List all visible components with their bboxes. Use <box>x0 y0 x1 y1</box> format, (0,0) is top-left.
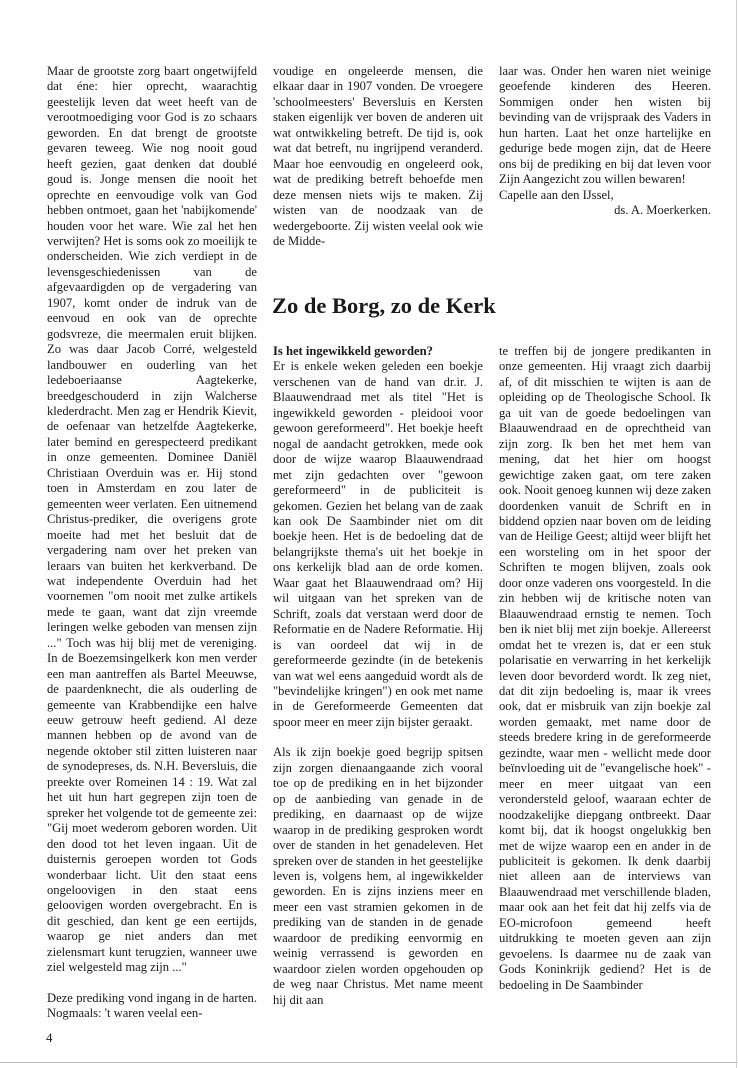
paragraph: laar was. Onder hen waren niet weinige geoefende kinderen des Heeren. Sommigen onder hen wisten bij bevinding van de vrijspraak des Vaders in hun harten. Laat het onze hartelijke en gedurige bede mogen zijn, dat de Heere ons bij de prediking en bij dat leven voor Zijn Aangezicht zou willen bewaren! <box>499 64 711 187</box>
signoff-place: Capelle aan den IJssel, <box>499 187 614 202</box>
column-3-top <box>499 64 711 274</box>
article-subheading: Is het ingewikkeld geworden? <box>273 344 433 358</box>
article-title: Zo de Borg, zo de Kerk <box>272 293 496 318</box>
paragraph: Als ik zijn boekje goed begrijp spitsen zijn zorgen dienaangaande zich vooral toe op de prediking en in het bijzonder op de aanbieding van genade in de prediking, en daarnaast op de wijze waarop in de prediking gesproken wordt over de standen in het genadeleven. Het spreken over de standen in het geestelijke leven is, volgens hem, al ingewikkelder geworden. En is zijns inziens meer en meer een vast stramien gekomen in de prediking van de standen in de genade waardoor de prediking eenvormig en weinig verrassend is geworden en waardoor zielen worden opgehouden op de weg naar Christus. Met name meent hij dit aan <box>273 745 483 1007</box>
right-edge-rule <box>736 0 737 1068</box>
column-2-article <box>273 344 483 1050</box>
paragraph: te treffen bij de jongere predikanten in onze gemeenten. Hij vraagt zich daarbij af, of dit misschien te wijten is aan de opleiding op de Theologische School. Ik ga uit van de goede bedoelingen van Blaauwendraad en de oprechtheid van zijn zorg. Ik ben het met hem van mening, dat het hier om hoogst gewichtige zaken gaat, om tere zaken ook. Nooit genoeg kunnen wij deze zaken doordenken vanuit de Schrift en in biddend opzien naar boven om de leiding van de Heilige Geest; altijd weer blijft het een worsteling om in het spoor der Schriften te mogen blijven, zoals ook door onze vaderen ons voorgesteld. In die zin hebben wij de kritische noten van Blaauwendraad ernstig te nemen. Toch ben ik niet blij met zijn boekje. Allereerst omdat het te vrezen is, dat er een stuk polarisatie en verwarring in het kerkelijk leven door bevorderd wordt. Ik zeg niet, dat dit zijn bedoeling is, maar ik vrees ook, dat er misbruik van zijn boekje zal worden gemaakt, met name door de steeds bredere kring in de gereformeerde gezindte, waar men - wellicht mede door beïnvloeding uit de "evangelische hoek" - meer en meer uitgaat van een verondersteld geloof, waaraan echter de noodzakelijke diepgang ontbreekt. Daar komt bij, dat ik hoogst ongelukkig ben met de wijze waarop een en ander in de publiciteit is gekomen. Ik denk daarbij niet alleen aan de interviews van Blaauwendraad met verschillende bladen, maar ook aan het feit dat hij zelfs via de EO-microfoon gemeend heeft uitdrukking te moeten geven aan zijn gevoelens. Is daarmee nu de zaak van Gods Koninkrijk gediend? Het is de bedoeling in De Saambinder <box>499 344 711 992</box>
paragraph: voudige en ongeleerde mensen, die elkaar daar in 1907 vonden. De vroegere 'schoolmeesters' Beversluis en Kersten staken eigenlijk ver boven de anderen uit wat ontwikkeling betreft. De tijd is, ook wat dat betreft, nu ingrijpend veranderd. Maar hoe eenvoudig en ongeleerd ook, wat de prediking betreft behoefde men deze mensen niets wijs te maken. Zij wisten van de noodzaak van de wedergeboorte. Zij wisten veelal ook wie de Midde- <box>273 64 483 248</box>
column-1 <box>47 64 257 1036</box>
page-number: 4 <box>46 1030 53 1045</box>
bottom-rule <box>0 1062 738 1063</box>
column-2-top <box>273 64 483 274</box>
paragraph: Deze prediking vond ingang in de harten. Nogmaals: 't waren veelal een- <box>47 990 257 1021</box>
paragraph: Maar de grootste zorg baart ongetwijfeld dat éne: hier oprecht, waarachtig geestelijk leven dat weet heeft van de verootmoediging voor God is zo schaars geworden. En dat brengt de grootste gevaren teweeg. Wie nog nooit goud heeft gezien, gaat denken dat doublé goud is. Jonge mensen die nooit het oprechte en eenvoudige volk van God hebben ontmoet, gaan het 'nabijkomende' houden voor het ware. Wie zal het hen verwijten? Het is soms ook zo moeilijk te onderscheiden. Wie zich verdiept in de levensgeschiedenissen van de afgevaardigden op de vergadering van 1907, komt onder de indruk van de eenvoud en ook van de oprechte godsvreze, die meermalen eruit blijken. Zo was daar Jacob Corré, welgesteld landbouwer en ouderling van het ledeboeriaanse Aagtekerke, breedgeschouderd in zijn Walcherse klederdracht. Men zag er Hendrik Kievit, de oefenaar van hetzelfde Aagtekerke, later bemind en gerespecteerd predikant in onze gemeenten. Dominee Daniël Christiaan Overduin was er. Hij stond toen in Amsterdam en zou later de gemeenten weer verlaten. Een uitnemend Christus-prediker, die overigens grote moeite had met het besluit dat de vergadering nam over het preken van leraars van buiten het kerkverband. De wat independente Overduin had het voornemen "om nooit met zulke artikels mede te gaan, want dat zijn vreemde leringen welke geboden van mensen zijn ..." Toch was hij blij met de vereniging. In de Boezemsingelkerk kon men verder een man aantreffen als Bartel Meeuwse, de paardenknecht, die als ouderling de gemeente van Krabbendijke een halve eeuw getrouw heeft gediend. Al deze mannen hebben op de avond van de negende oktober stil zitten luisteren naar de synodepreses, ds. N.H. Beversluis, die preekte over Romeinen 14 : 19. Wat zal het uit hun hart gegrepen zijn toen de spreker het volgende tot de gemeente zei: "Gij moet wederom geboren worden. Uit den dood tot het leven ingaan. Uit de duisternis geroepen worden tot Gods wonderbaar licht. Uit den staat eens ongeloovigen in den staat eens geloovigen worden overgebracht. En is dit geschied, dan kent ge een eertijds, waarop ge niet anders dan met zielensmart kunt terugzien, wanneer uwe ziel welgesteld mag zijn ..." <box>47 64 257 975</box>
signoff-author: ds. A. Moerkerken. <box>614 203 711 218</box>
paragraph: Er is enkele weken geleden een boekje verschenen van de hand van dr.ir. J. Blaauwendraad met als titel "Het is ingewikkeld geworden - pleidooi voor gewoon gereformeerd". Het boekje heeft nogal de aandacht getrokken, mede ook door de wijze waarop Blaauwendraad met zijn gedachten over "gewoon gereformeerd" in de publiciteit is gekomen. Gezien het belang van de zaak kan ook De Saambinder niet om dit boekje heen. Het is de bedoeling dat de belangrijkste thema's uit het boekje in ons kerkelijk blad aan de orde komen. Waar gaat het Blaauwendraad om? Hij wil uitgaan van het spreken van de Schrift, zoals dat verstaan werd door de Reformatie en de Nadere Reformatie. Hij is van oordeel dat wij in de gereformeerde gezindte (in de betekenis van wat wel eens aangeduid wordt als de "bevindelijke kringen") en ook met name in de Gereformeerde Gemeenten dat spoor meer en meer zijn bijster geraakt. <box>273 359 483 729</box>
column-3-article <box>499 344 711 1050</box>
